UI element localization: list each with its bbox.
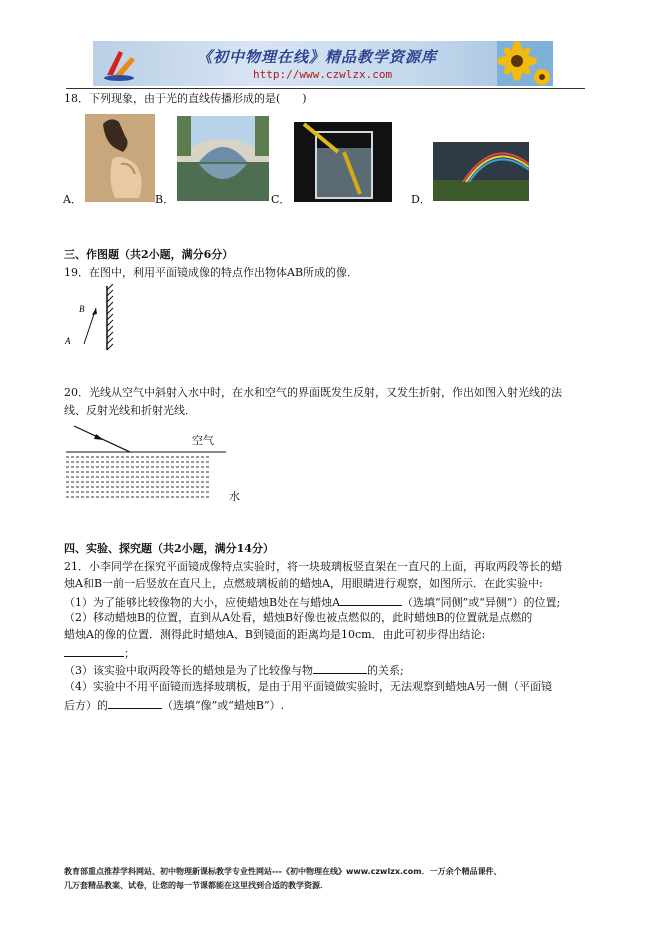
q21-part4-text-b: 后方）的 [64, 699, 108, 712]
answer-blank-1[interactable] [340, 594, 402, 606]
banner-title: 《初中物理在线》精品教学资源库 [197, 48, 438, 66]
q21-part1 [64, 594, 560, 610]
footer [64, 865, 502, 893]
footer-line2: 几万套精品教案、试卷，让您的每一节课都能在这里找到合适的教学资源． [64, 881, 328, 890]
q21-part2-line3 [64, 645, 135, 661]
sunflower-image [497, 41, 553, 86]
banner-url: http://www.czwlzx.com [253, 68, 393, 81]
q21-part4-line1: （4）实验中不用平面镜而选择玻璃板，是由于用平面镜做实验时，无法观察到蜡烛A另一侧（平面镜 [64, 680, 552, 693]
q21-part4-line2 [64, 697, 284, 713]
option-c-label: C． [271, 193, 291, 206]
q21-part3-text-a: （3）该实验中取两段等长的蜡烛是为了比较像与物 [64, 664, 313, 677]
q20-line1: 20．光线从空气中斜射入水中时，在水和空气的界面既发生反射，又发生折射，作出如图入射光线的法 [64, 386, 562, 399]
q21-part1-text-b: （选填“同侧”或“异侧”）的位置; [402, 596, 561, 609]
answer-blank-3[interactable] [313, 662, 367, 674]
option-d-label: D． [411, 193, 431, 206]
pencil-in-water-photo [294, 122, 392, 202]
answer-blank-4[interactable] [108, 697, 162, 709]
point-b-label: B [79, 304, 85, 314]
footer-line1: 教育部重点推荐学科网站、初中物理新课标教学专业性网站---《初中物理在线》www.czwlzx.com．一万余个精品课件、 [64, 867, 502, 876]
water-label: 水 [229, 490, 240, 503]
q21-part1-text-a: （1）为了能够比较像物的大小，应使蜡烛B处在与蜡烛A [64, 596, 341, 609]
header-rule [66, 88, 585, 89]
option-a-label: A． [63, 193, 82, 206]
section3-heading: 三、作图题（共2小题，满分6分） [64, 248, 234, 261]
q21-part2-end: ； [124, 647, 135, 660]
rainbow-photo [433, 142, 529, 201]
site-logo [101, 45, 141, 83]
q20-line2: 线、反射光线和折射光线． [64, 404, 196, 417]
q21-line1: 21．小李同学在探究平面镜成像特点实验时，将一块玻璃板竖直架在一直尺的上面，再取两段等长的蜡 [64, 560, 562, 573]
q21-line2: 烛A和B一前一后竖放在直尺上，点燃玻璃板前的蜡烛A，用眼睛进行观察，如图所示．在此实验中: [64, 577, 543, 590]
point-a-label: A [65, 336, 71, 346]
q19-stem: 19．在图中，利用平面镜成像的特点作出物体AB所成的像． [64, 266, 359, 279]
header-banner [93, 41, 553, 86]
option-b-label: B． [155, 193, 175, 206]
q21-part4-text-c: （选填“像”或“蜡烛B”）. [162, 699, 285, 712]
section4-heading: 四、实验、探究题（共2小题，满分14分） [64, 542, 274, 555]
shadow-puppet-photo [85, 114, 155, 202]
q19-figure [62, 284, 122, 354]
q18-stem: 18．下列现象，由于光的直线传播形成的是( ) [64, 92, 307, 105]
q21-part3 [64, 662, 404, 678]
air-label: 空气 [192, 434, 214, 447]
q21-part3-text-b: 的关系; [367, 664, 404, 677]
q20-figure [64, 420, 244, 502]
arch-bridge-photo [177, 116, 269, 201]
q21-part2-line2: 蜡烛A的像的位置．测得此时蜡烛A、B到镜面的距离均是10cm．由此可初步得出结论: [64, 628, 486, 641]
answer-blank-2[interactable] [64, 645, 124, 657]
q21-part2-line1: （2）移动蜡烛B的位置，直到从A处看，蜡烛B好像也被点燃似的，此时蜡烛B的位置就是点燃的 [64, 611, 533, 624]
